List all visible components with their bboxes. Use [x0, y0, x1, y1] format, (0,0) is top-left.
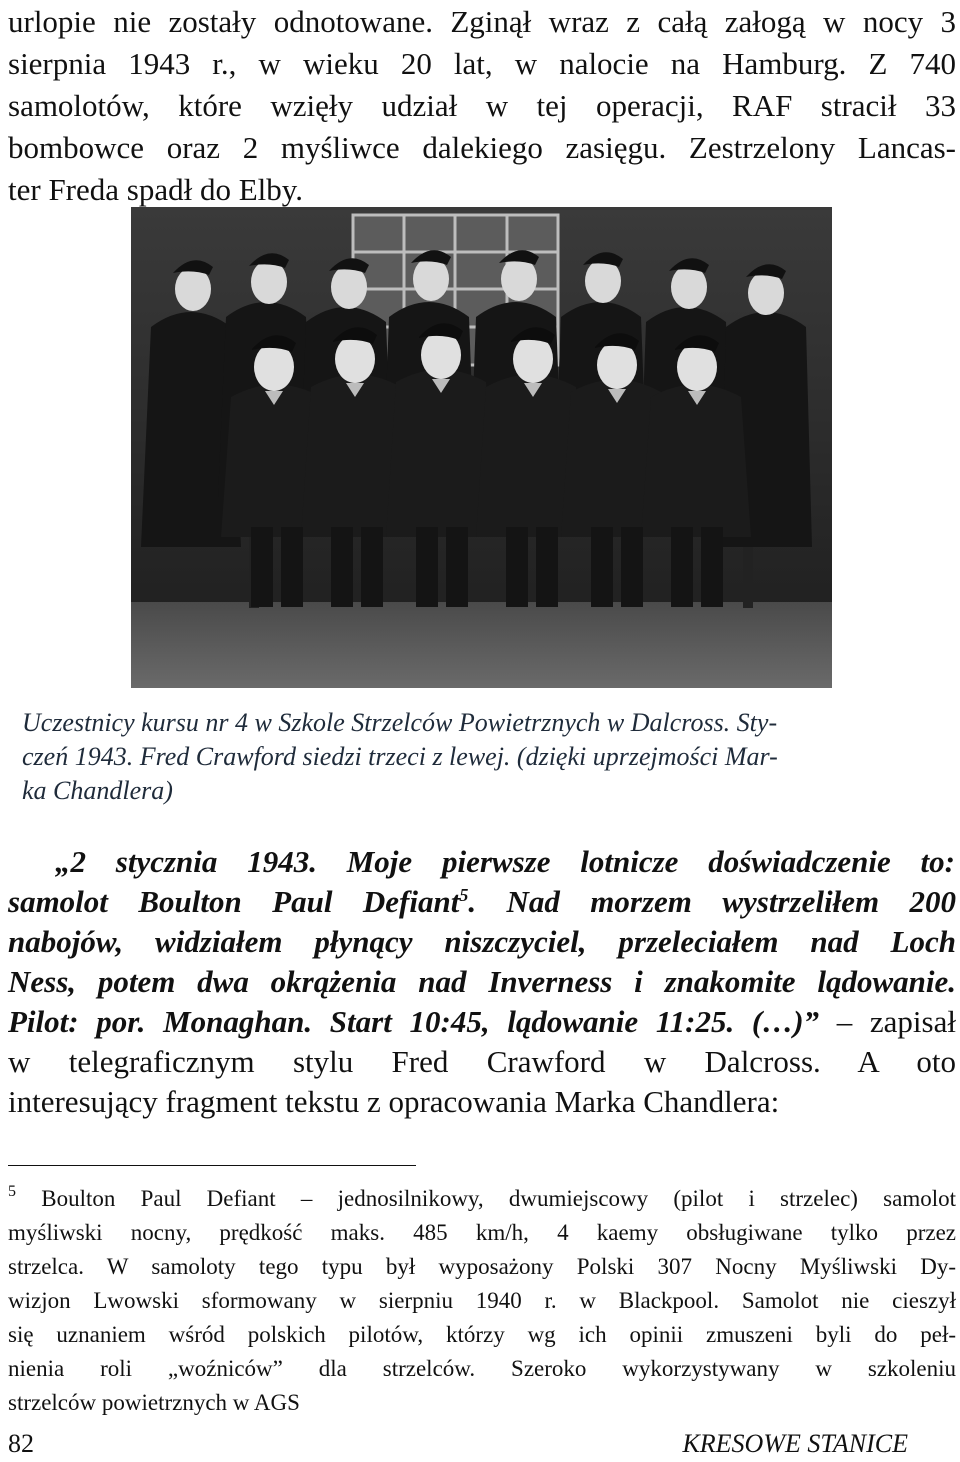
- footnote-reference-5[interactable]: 5: [459, 885, 469, 905]
- diary-line-5: [8, 1002, 956, 1042]
- footnote-number: 5: [8, 1183, 16, 1200]
- footnote-line-6: nienia roli „woźniców” dla strzelców. Szeroko wykorzystywany w szkoleniu: [8, 1356, 956, 1381]
- diary-line-3: nabojów, widziałem płynący niszczyciel, przeleciałem nad Loch: [8, 924, 956, 959]
- footnote-line-4: wizjon Lwowski sformowany w sierpniu 1940 r. w Blackpool. Samolot nie cieszył: [8, 1288, 956, 1313]
- footnote-separator: [8, 1165, 416, 1166]
- diary-aircraft-name: samolot Boulton Paul Defiant: [8, 884, 460, 919]
- footnote-line-1: [8, 1184, 956, 1214]
- diary-line-1: „2 stycznia 1943. Moje pierwsze lotnicze doświadczenie to:: [55, 844, 955, 879]
- body-line-1: urlopie nie zostały odnotowane. Zginął wraz z całą załogą w nocy 3: [8, 4, 956, 39]
- diary-line-6: w telegraficznym stylu Fred Crawford w Dalcross. A oto: [8, 1044, 956, 1079]
- page-number: 82: [8, 1429, 34, 1458]
- diary-line-4: Ness, potem dwa okrążenia nad Inverness i znakomite lądowanie.: [8, 964, 956, 999]
- caption-line-2: czeń 1943. Fred Crawford siedzi trzeci z lewej. (dzięki uprzejmości Mar-: [22, 742, 778, 771]
- body-line-4: bombowce oraz 2 myśliwce dalekiego zasięgu. Zestrzelony Lancas-: [8, 130, 956, 165]
- diary-line-2: [8, 882, 956, 922]
- running-title: KRESOWE STANICE: [682, 1429, 908, 1458]
- caption-line-1: Uczestnicy kursu nr 4 w Szkole Strzelców Powietrznych w Dalcross. Sty-: [22, 708, 778, 737]
- footnote-line-1-text: Boulton Paul Defiant – jednosilnikowy, dwumiejscowy (pilot i strzelec) samolot: [16, 1186, 956, 1211]
- group-photograph: [131, 207, 832, 688]
- caption-line-3: ka Chandlera): [22, 776, 173, 805]
- body-line-3: samolotów, które wzięły udział w tej operacji, RAF stracił 33: [8, 88, 956, 123]
- footnote-line-7: strzelców powietrznych w AGS: [8, 1390, 300, 1415]
- diary-attribution: – zapisał: [819, 1004, 956, 1039]
- diary-line-2-rest: . Nad morzem wystrzeliłem 200: [468, 884, 956, 919]
- diary-line-7: interesujący fragment tekstu z opracowania Marka Chandlera:: [8, 1084, 780, 1119]
- footnote-line-2: myśliwski nocny, prędkość maks. 485 km/h, 4 kaemy obsługiwane tylko przez: [8, 1220, 956, 1245]
- footnote-line-3: strzelca. W samoloty tego typu był wyposażony Polski 307 Nocny Myśliwski Dy-: [8, 1254, 956, 1279]
- diary-flight-details: Pilot: por. Monaghan. Start 10:45, lądowanie 11:25. (…)”: [8, 1004, 820, 1039]
- body-line-5: ter Freda spadł do Elby.: [8, 172, 303, 207]
- footnote-line-5: się uznaniem wśród polskich pilotów, którzy wg ich opinii zmuszeni byli do peł-: [8, 1322, 956, 1347]
- body-line-2: sierpnia 1943 r., w wieku 20 lat, w nalocie na Hamburg. Z 740: [8, 46, 956, 81]
